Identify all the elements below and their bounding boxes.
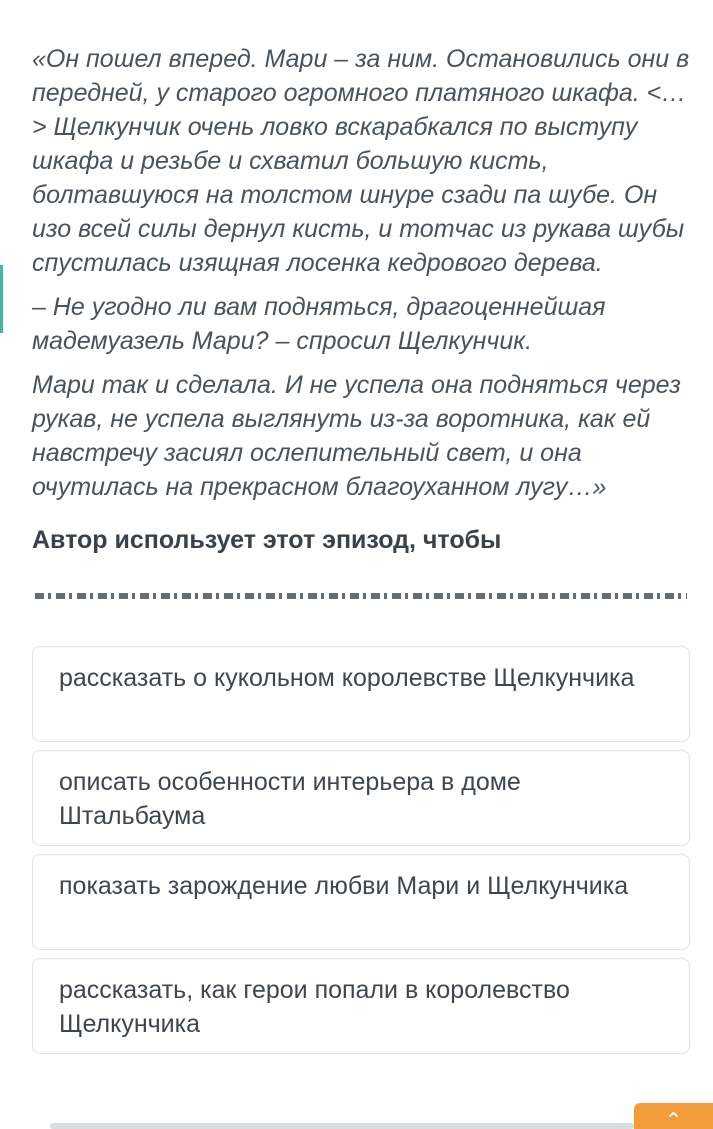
answer-options: [32, 646, 690, 1062]
passage-paragraph-3: Мари так и сделала. И не успела она подняться через рукав, не успела выглянуть из-за воротника, как ей навстречу засиял ослепительный свет, и она очутилась на прекрасном благоуханном лугу…»: [32, 371, 681, 501]
answer-blank: [35, 593, 687, 599]
passage-paragraph-1: «Он пошел вперед. Мари – за ним. Остановились они в передней, у старого огромного платяного шкафа. <…> Щелкунчик очень ловко вскарабкался по выступу шкафа и резьбе и схватил большую кисть, болтавшуюся на толстом шнуре сзади па шубе. Он изо всей силы дернул кисть, и тотчас из рукава шубы спустилась изящная лосенка кедрового дерева.: [32, 45, 690, 277]
passage-paragraph-2: – Не угодно ли вам подняться, драгоценнейшая мадемуазель Мари? – спросил Щелкунчик.: [32, 293, 606, 355]
answer-option-2[interactable]: описать особенности интерьера в доме Штальбаума: [32, 750, 690, 846]
left-accent-bar: [0, 265, 3, 333]
answer-option-1[interactable]: рассказать о кукольном королевстве Щелкунчика: [32, 646, 690, 742]
reading-passage: [32, 42, 700, 514]
bottom-scroll-bar[interactable]: [50, 1123, 634, 1129]
answer-option-3[interactable]: показать зарождение любви Мари и Щелкунчика: [32, 854, 690, 950]
question-prompt: Автор использует этот эпизод, чтобы: [32, 526, 502, 554]
answer-option-4[interactable]: рассказать, как герои попали в королевство Щелкунчика: [32, 958, 690, 1054]
chevron-up-icon: ⌃: [664, 1108, 683, 1129]
next-button[interactable]: [634, 1103, 713, 1129]
